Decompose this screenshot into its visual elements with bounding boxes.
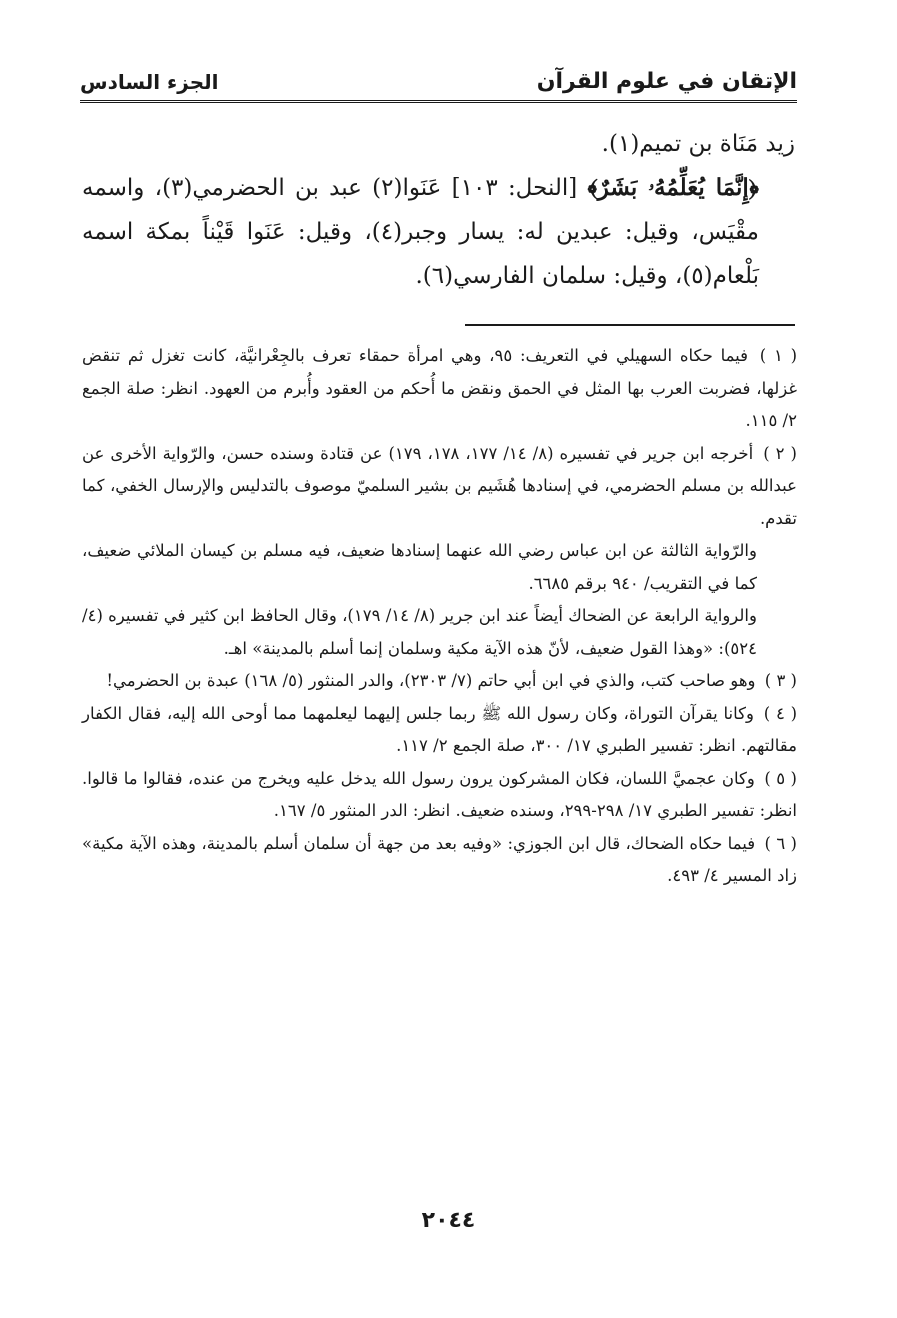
footnote-number: ( ٤ ) xyxy=(763,703,798,723)
main-paragraph xyxy=(82,166,795,298)
footnote-5 xyxy=(82,763,797,828)
footnote-number: ( ٥ ) xyxy=(764,768,797,788)
page-number: ٢٠٤٤ xyxy=(421,1208,476,1233)
footnote-text: وكانا يقرآن التوراة، وكان رسول الله ﷺ ربما جلس إليهما ليعلمهما مما أوحى الله إليه، فقال الكفار مقالتهم. انظر: تفسير الطبري ١٧/ ٣٠٠، صلة الجمع ٢/ ١١٧. xyxy=(82,703,797,755)
footnote-1 xyxy=(82,340,797,438)
footnote-2 xyxy=(82,438,797,666)
running-header xyxy=(80,52,797,94)
footnote-divider xyxy=(465,324,795,326)
footnote-number: ( ٣ ) xyxy=(764,671,797,690)
footnote-number: ( ١ ) xyxy=(759,346,798,365)
book-title: الإتقان في علوم القرآن xyxy=(536,69,797,94)
footnote-4 xyxy=(82,698,797,763)
footnote-text: فيما حكاه السهيلي في التعريف: ٩٥، وهي امرأة حمقاء تعرف بالجِعْرانيَّة، كانت تغزل ثم تنقض غزلها، فضربت العرب بها المثل في الحمق ونقض ما أُحكم من العقود وأُبرم من العهود. انظر: صلة الجمع ٢/ ١١٥. xyxy=(82,346,797,430)
footnote-6 xyxy=(82,828,797,893)
quran-verse: ﴿إِنَّمَا يُعَلِّمُهُۥ بَشَرٌ﴾ xyxy=(587,174,759,201)
footnote-number: ( ٢ ) xyxy=(763,443,797,463)
footnote-text: فيما حكاه الضحاك، قال ابن الجوزي: «وفيه بعد من جهة أن سلمان أسلم بالمدينة، وهذه الآية مكية» زاد المسير ٤/ ٤٩٣. xyxy=(82,833,797,885)
footnote-continuation: والرّواية الثالثة عن ابن عباس رضي الله عنهما إسنادها ضعيف، فيه مسلم بن كيسان الملائي ضعيف، كما في التقريب/ ٩٤٠ برقم ٦٦٨٥. xyxy=(82,541,757,593)
footnotes xyxy=(82,340,797,893)
header-divider xyxy=(80,100,797,103)
footnote-number: ( ٦ ) xyxy=(764,833,797,853)
part-label: الجزء السادس xyxy=(80,70,219,94)
footnote-text: وكان عجميَّ اللسان، فكان المشركون يرون رسول الله يدخل عليه ويخرج من عنده، فقالوا ما قالوا. انظر: تفسير الطبري ١٧/ ٢٩٨-٢٩٩، وسنده ضعيف. انظر: الدر المنثور ٥/ ١٦٧. xyxy=(82,768,797,820)
footnote-text: أخرجه ابن جرير في تفسيره (٨/ ١٤/ ١٧٧، ١٧٨، ١٧٩) عن قتادة وسنده حسن، والرّواية الأخرى عن عبدالله بن مسلم الحضرمي، في إسنادها هُشَيم بن بشير السلميّ موصوف بالتدليس والإرسال الخفي، كما تقدم. xyxy=(82,443,797,528)
main-text xyxy=(82,122,795,298)
footnote-text: وهو صاحب كتب، والذي في ابن أبي حاتم (٧/ ٢٣٠٣)، والدر المنثور (٥/ ١٦٨) عبدة بن الحضرمي! xyxy=(106,671,756,690)
main-paragraph-text: [النحل: ١٠٣] عَنَوا(٢) عبد بن الحضرمي(٣)، واسمه مقْيَس، وقيل: عبدين له: يسار وجبر(٤)، وقيل: عَنَوا قَيْناً بمكة اسمه بَلْعام(٥)، وقيل: سلمان الفارسي(٦). xyxy=(82,175,759,289)
footnote-continuation: والرواية الرابعة عن الضحاك أيضاً عند ابن جرير (٨/ ١٤/ ١٧٩)، وقال الحافظ ابن كثير في تفسيره (٤/ ٥٢٤): «وهذا القول ضعيف، لأنّ هذه الآية مكية وسلمان إنما أسلم بالمدينة» اهـ. xyxy=(82,606,757,658)
main-line-1: زيد مَنَاة بن تميم(١). xyxy=(601,131,795,157)
footnote-3 xyxy=(82,665,797,698)
